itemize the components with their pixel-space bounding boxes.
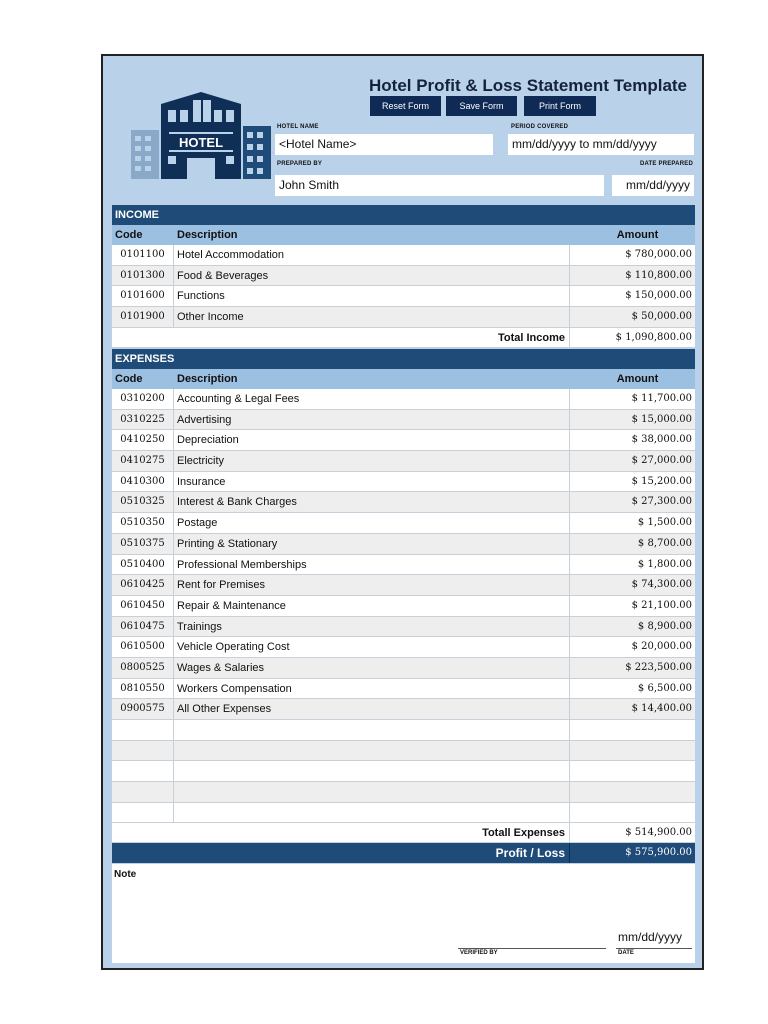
row-description-cell[interactable]: Advertising bbox=[174, 410, 570, 430]
hotel-name-field[interactable]: <Hotel Name> bbox=[275, 134, 493, 155]
table-row bbox=[112, 596, 695, 617]
table-row bbox=[112, 266, 695, 287]
row-description-cell[interactable]: Hotel Accommodation bbox=[174, 245, 570, 265]
table-row bbox=[112, 741, 695, 762]
period-covered-label: PERIOD COVERED bbox=[511, 124, 569, 130]
row-amount-cell[interactable]: $ 74,300.00 bbox=[631, 579, 692, 591]
row-amount-cell[interactable]: $ 27,000.00 bbox=[631, 455, 692, 467]
amount-column-header: Amount bbox=[616, 229, 659, 241]
row-amount-cell[interactable]: $ 150,000.00 bbox=[625, 290, 692, 302]
note-label: Note bbox=[114, 869, 137, 880]
table-row bbox=[112, 410, 695, 431]
row-code-cell[interactable]: 0610500 bbox=[112, 637, 174, 657]
form-header bbox=[103, 56, 702, 203]
row-description-cell[interactable]: Printing & Stationary bbox=[174, 534, 570, 554]
row-amount-cell[interactable] bbox=[570, 741, 695, 761]
income-column-header bbox=[112, 225, 695, 245]
row-code-cell[interactable] bbox=[112, 803, 174, 823]
total-income-row bbox=[112, 328, 695, 348]
expenses-section bbox=[112, 349, 695, 863]
row-code-cell[interactable]: 0800525 bbox=[112, 658, 174, 678]
save-form-button[interactable]: Save Form bbox=[446, 96, 517, 116]
total-income-value: $ 1,090,800.00 bbox=[615, 331, 692, 343]
code-column-header: Code bbox=[115, 229, 143, 241]
row-amount-cell[interactable]: $ 223,500.00 bbox=[625, 661, 692, 673]
logo-text: HOTEL bbox=[178, 135, 224, 150]
table-row bbox=[112, 803, 695, 824]
table-row bbox=[112, 782, 695, 803]
expense-rows bbox=[112, 389, 695, 823]
row-code-cell[interactable]: 0510375 bbox=[112, 534, 174, 554]
profit-loss-value: $ 575,900.00 bbox=[625, 847, 692, 859]
row-description-cell[interactable]: Functions bbox=[174, 286, 570, 306]
row-description-cell[interactable]: Postage bbox=[174, 513, 570, 533]
row-amount-cell[interactable]: $ 14,400.00 bbox=[631, 703, 692, 715]
row-description-cell[interactable]: Other Income bbox=[174, 307, 570, 327]
total-expenses-row bbox=[112, 823, 695, 843]
row-description-cell[interactable]: Rent for Premises bbox=[174, 575, 570, 595]
row-code-cell[interactable]: 0900575 bbox=[112, 699, 174, 719]
table-row bbox=[112, 679, 695, 700]
page-title: Hotel Profit & Loss Statement Template bbox=[369, 76, 688, 95]
date-prepared-field[interactable]: mm/dd/yyyy bbox=[612, 175, 694, 196]
row-amount-cell[interactable]: $ 15,000.00 bbox=[631, 413, 692, 425]
row-amount-cell[interactable] bbox=[570, 761, 695, 781]
row-amount-cell[interactable] bbox=[570, 782, 695, 802]
statement-sheet bbox=[101, 54, 704, 970]
total-income-label: Total Income bbox=[112, 328, 570, 347]
table-row bbox=[112, 513, 695, 534]
row-amount-cell[interactable]: $ 110,800.00 bbox=[625, 269, 692, 281]
row-description-cell[interactable]: All Other Expenses bbox=[174, 699, 570, 719]
table-row bbox=[112, 699, 695, 720]
date-line bbox=[616, 948, 692, 949]
row-amount-cell[interactable]: $ 1,800.00 bbox=[637, 558, 692, 570]
row-description-cell[interactable]: Depreciation bbox=[174, 430, 570, 450]
row-description-cell[interactable]: Interest & Bank Charges bbox=[174, 492, 570, 512]
profit-loss-label: Profit / Loss bbox=[112, 843, 570, 863]
row-amount-cell[interactable]: $ 20,000.00 bbox=[631, 641, 692, 653]
row-amount-cell[interactable]: $ 50,000.00 bbox=[631, 311, 692, 323]
row-code-cell[interactable]: 0410250 bbox=[112, 430, 174, 450]
row-code-cell[interactable]: 0610475 bbox=[112, 617, 174, 637]
row-description-cell[interactable] bbox=[174, 761, 570, 781]
row-amount-cell[interactable]: $ 27,300.00 bbox=[631, 496, 692, 508]
row-description-cell[interactable] bbox=[174, 782, 570, 802]
row-code-cell[interactable]: 0510325 bbox=[112, 492, 174, 512]
table-row bbox=[112, 761, 695, 782]
table-row bbox=[112, 389, 695, 410]
row-code-cell[interactable]: 0310225 bbox=[112, 410, 174, 430]
table-row bbox=[112, 451, 695, 472]
verified-by-label: VERIFIED BY bbox=[460, 950, 498, 956]
row-code-cell[interactable]: 0101100 bbox=[112, 245, 174, 265]
hotel-name-label: HOTEL NAME bbox=[277, 124, 319, 130]
row-code-cell[interactable]: 0310200 bbox=[112, 389, 174, 409]
hotel-building-icon bbox=[131, 84, 271, 179]
table-row bbox=[112, 307, 695, 328]
income-section-title: INCOME bbox=[112, 205, 695, 225]
row-description-cell[interactable]: Electricity bbox=[174, 451, 570, 471]
table-row bbox=[112, 637, 695, 658]
row-amount-cell[interactable]: $ 6,500.00 bbox=[637, 682, 692, 694]
row-code-cell[interactable]: 0101900 bbox=[112, 307, 174, 327]
period-covered-field[interactable]: mm/dd/yyyy to mm/dd/yyyy bbox=[508, 134, 694, 155]
table-row bbox=[112, 286, 695, 307]
row-code-cell[interactable] bbox=[112, 720, 174, 740]
table-row bbox=[112, 472, 695, 493]
row-amount-cell[interactable] bbox=[570, 803, 695, 823]
table-row bbox=[112, 720, 695, 741]
row-code-cell[interactable]: 0510350 bbox=[112, 513, 174, 533]
table-row bbox=[112, 658, 695, 679]
row-description-cell[interactable] bbox=[174, 803, 570, 823]
row-code-cell[interactable]: 0810550 bbox=[112, 679, 174, 699]
income-section bbox=[112, 205, 695, 348]
row-description-cell[interactable] bbox=[174, 720, 570, 740]
description-column-header: Description bbox=[177, 373, 238, 385]
amount-column-header: Amount bbox=[616, 373, 659, 385]
table-row bbox=[112, 617, 695, 638]
row-amount-cell[interactable]: $ 8,900.00 bbox=[637, 620, 692, 632]
table-row bbox=[112, 245, 695, 266]
row-amount-cell[interactable]: $ 11,700.00 bbox=[631, 393, 692, 404]
row-description-cell[interactable]: Professional Memberships bbox=[174, 555, 570, 575]
date-prepared-label: DATE PREPARED bbox=[639, 161, 693, 167]
row-description-cell[interactable]: Insurance bbox=[174, 472, 570, 492]
row-description-cell[interactable]: Accounting & Legal Fees bbox=[174, 389, 570, 409]
verified-by-line bbox=[458, 948, 606, 949]
prepared-by-field[interactable]: John Smith bbox=[275, 175, 604, 196]
row-code-cell[interactable]: 0410300 bbox=[112, 472, 174, 492]
row-amount-cell[interactable]: $ 1,500.00 bbox=[637, 517, 692, 529]
expenses-column-header bbox=[112, 369, 695, 389]
note-area[interactable] bbox=[112, 864, 695, 963]
total-expenses-label: Totall Expenses bbox=[112, 823, 570, 842]
row-code-cell[interactable]: 0510400 bbox=[112, 555, 174, 575]
profit-loss-row bbox=[112, 843, 695, 863]
row-code-cell[interactable]: 0610450 bbox=[112, 596, 174, 616]
verified-date-field[interactable]: mm/dd/yyyy bbox=[618, 930, 683, 944]
total-expenses-value: $ 514,900.00 bbox=[625, 827, 692, 839]
row-description-cell[interactable]: Workers Compensation bbox=[174, 679, 570, 699]
row-description-cell[interactable]: Vehicle Operating Cost bbox=[174, 637, 570, 657]
expenses-section-title: EXPENSES bbox=[112, 349, 695, 369]
table-row bbox=[112, 430, 695, 451]
date-label: DATE bbox=[618, 950, 634, 956]
row-code-cell[interactable]: 0101300 bbox=[112, 266, 174, 286]
row-description-cell[interactable]: Wages & Salaries bbox=[174, 658, 570, 678]
table-row bbox=[112, 575, 695, 596]
row-code-cell[interactable] bbox=[112, 741, 174, 761]
row-amount-cell[interactable]: $ 21,100.00 bbox=[631, 599, 692, 611]
row-amount-cell[interactable] bbox=[570, 720, 695, 740]
table-row bbox=[112, 534, 695, 555]
row-code-cell[interactable]: 0410275 bbox=[112, 451, 174, 471]
prepared-by-label: PREPARED BY bbox=[277, 161, 323, 167]
row-description-cell[interactable]: Trainings bbox=[174, 617, 570, 637]
row-code-cell[interactable]: 0101600 bbox=[112, 286, 174, 306]
code-column-header: Code bbox=[115, 373, 143, 385]
row-description-cell[interactable]: Repair & Maintenance bbox=[174, 596, 570, 616]
row-amount-cell[interactable]: $ 8,700.00 bbox=[637, 537, 692, 549]
income-rows bbox=[112, 245, 695, 328]
row-amount-cell[interactable]: $ 15,200.00 bbox=[631, 475, 692, 487]
table-row bbox=[112, 492, 695, 513]
row-amount-cell[interactable]: $ 38,000.00 bbox=[631, 434, 692, 446]
print-form-button[interactable]: Print Form bbox=[524, 96, 596, 116]
row-description-cell[interactable] bbox=[174, 741, 570, 761]
description-column-header: Description bbox=[177, 229, 238, 241]
reset-form-button[interactable]: Reset Form bbox=[370, 96, 441, 116]
row-code-cell[interactable] bbox=[112, 782, 174, 802]
row-amount-cell[interactable]: $ 780,000.00 bbox=[625, 249, 692, 260]
row-code-cell[interactable] bbox=[112, 761, 174, 781]
row-description-cell[interactable]: Food & Beverages bbox=[174, 266, 570, 286]
table-row bbox=[112, 555, 695, 576]
row-code-cell[interactable]: 0610425 bbox=[112, 575, 174, 595]
